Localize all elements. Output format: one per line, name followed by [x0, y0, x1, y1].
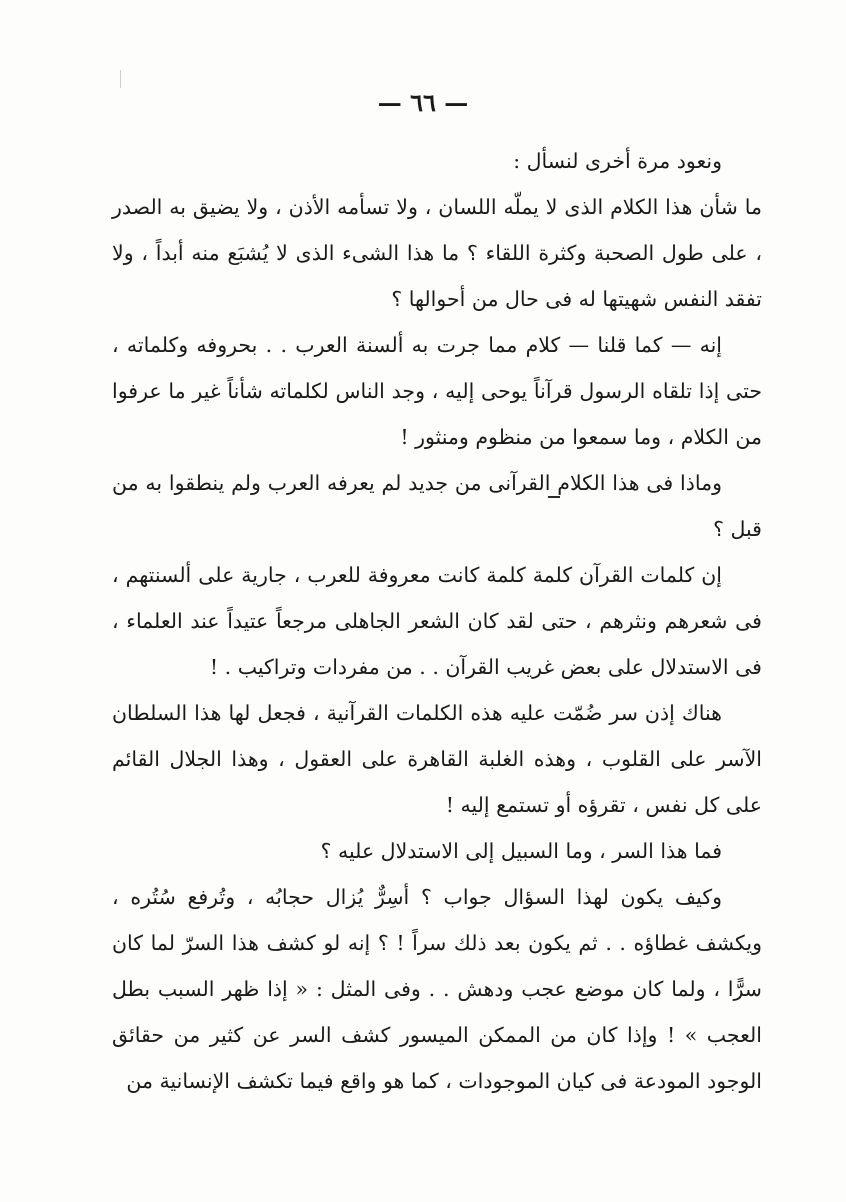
paragraph-1: ونعود مرة أخرى لنسأل : [513, 149, 722, 173]
page-number: — ٦٦ — [377, 88, 469, 117]
paragraph-7: فما هذا السر ، وما السبيل إلى الاستدلال عليه ؟ [320, 839, 722, 863]
paragraph-4: وماذا فى هذا الكلام القرآنى من جديد لم يعرفه العرب ولم ينطقوا به من قبل ؟ [112, 471, 762, 541]
paragraph-6: هناك إذن سر ضُمّت عليه هذه الكلمات القرآنية ، فجعل لها هذا السلطان الآسر على القلوب ، وهذه الغلبة القاهرة على العقول ، وهذا الجلال القائم على كل نفس ، تقرؤه أو تستمع إليه ! [112, 701, 762, 817]
paragraph-2: ما شأن هذا الكلام الذى لا يملّه اللسان ، ولا تسأمه الأذن ، ولا يضيق به الصدر ، على طول الصحبة وكثرة اللقاء ؟ ما هذا الشىء الذى لا يُشبَع منه أبداً ، ولا تفقد النفس شهيتها له فى حال من أحوالها ؟ [112, 195, 762, 311]
print-dash-mark [548, 496, 560, 498]
body-text [112, 138, 762, 1104]
paragraph-3: إنه — كما قلنا — كلام مما جرت به ألسنة العرب . . بحروفه وكلماته ، حتى إذا تلقاه الرسول قرآناً يوحى إليه ، وجد الناس لكلماته شأناً غير ما عرفوا من الكلام ، وما سمعوا من منظوم ومنثور ! [112, 333, 762, 449]
paragraph-8: وكيف يكون لهذا السؤال جواب ؟ أسِرٌّ يُزال حجابُه ، وتُرفع سُتُره ، ويكشف غطاؤه . . ثم يكون بعد ذلك سراً ! ؟ إنه لو كشف هذا السرّ لما كان سرًّا ، ولما كان موضع عجب ودهش . . وفى المثل : « إذا ظهر السبب بطل العجب » ! وإذا كان من الممكن الميسور كشف السر عن كثير من حقائق الوجود المودعة فى كيان الموجودات ، كما هو واقع فيما تكشف الإنسانية من [112, 885, 762, 1093]
scan-artifact-line [120, 70, 121, 88]
paragraph-5: إن كلمات القرآن كلمة كلمة كانت معروفة للعرب ، جارية على ألسنتهم ، فى شعرهم ونثرهم ، حتى لقد كان الشعر الجاهلى مرجعاً عتيداً عند العلماء ، فى الاستدلال على بعض غريب القرآن . . من مفردات وتراكيب . ! [112, 563, 762, 679]
